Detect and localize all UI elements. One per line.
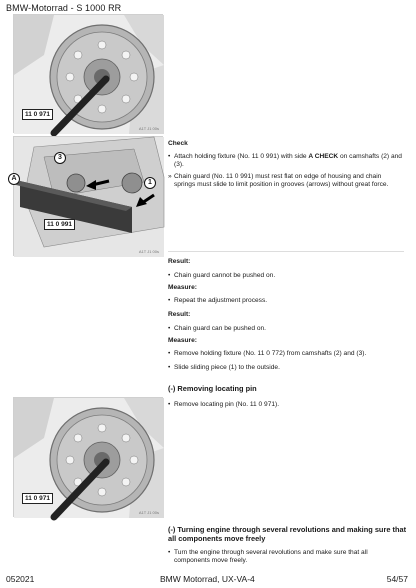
locating-pin-heading: (-) Removing locating pin [168,384,257,393]
result-bullet-text: Chain guard can be pushed on. [174,325,267,332]
measure-bullet [168,364,404,372]
measure-bullet-text: Remove holding fixture (No. 11 0 772) from camshafts (2) and (3). [174,350,367,357]
figure-holding-fixture-check [13,136,163,256]
tool-label: 11 0 971 [22,109,53,120]
result-heading: Result: [168,258,191,265]
locating-pin-bullet [168,401,404,409]
measure-bullet-text: Repeat the adjustment process. [174,297,268,304]
check-bullet-2-text: Chain guard (No. 11 0 991) must rest flat on edge of housing and chain springs must slide to limit position in grooves (arrows) without great force. [174,173,389,189]
check-heading: Check [168,140,188,147]
bullet-mark: • [168,364,171,371]
footer-publisher: BMW Motorrad, UX-VA-4 [160,574,255,584]
measure-bullet-text: Slide sliding piece (1) to the outside. [174,364,280,371]
bullet-mark: • [168,325,171,332]
figure-locating-pin-removal [13,397,163,517]
section-divider [168,251,404,252]
measure-heading: Measure: [168,337,197,344]
check-bullet-1-suffix: on camshafts (2) and (3). [174,153,402,169]
locating-pin-bullet-text: Remove locating pin (No. 11 0 971). [174,401,280,408]
measure-bullet [168,297,404,305]
check-bullet-1-bold: A CHECK [308,153,339,160]
result-bullet [168,325,404,333]
bullet-mark: • [168,350,171,357]
figure-locating-pin-installed [13,14,163,133]
cylinder-head-illustration [14,137,164,257]
footer-date: 052021 [6,574,35,584]
bullet-mark: • [168,297,171,304]
document-header: BMW-Motorrad - S 1000 RR [6,3,122,13]
turning-engine-bullet [168,549,404,565]
measure-heading: Measure: [168,284,197,291]
result-heading: Result: [168,311,191,318]
bullet-mark: • [168,272,171,279]
check-bullet-1 [168,153,404,169]
result-bullet [168,272,404,280]
callout-1: 1 [144,177,156,189]
measure-bullet [168,350,404,358]
page-number: 54/57 [386,574,408,584]
turning-engine-bullet-text: Turn the engine through several revolutions and make sure that all components move freely. [174,549,368,565]
check-bullet-1-prefix: Attach holding fixture (No. 11 0 991) with side [174,153,309,160]
tool-label: 11 0 991 [44,219,75,230]
figure-reference: A1T J1 00s [138,249,159,254]
callout-3: 3 [54,152,66,164]
callout-a: A [8,173,20,185]
check-bullet-2 [168,173,404,189]
bullet-mark: • [168,549,171,556]
result-marker: » [168,173,172,180]
turning-engine-heading: (-) Turning engine through several revolutions and making sure that all components move freely [168,525,407,543]
bullet-mark: • [168,401,171,408]
bullet-mark: • [168,153,171,160]
figure-reference: A1T J1 00s [138,510,159,515]
figure-reference: A1T J1 00s [138,126,159,131]
result-bullet-text: Chain guard cannot be pushed on. [174,272,276,279]
tool-label: 11 0 971 [22,493,53,504]
